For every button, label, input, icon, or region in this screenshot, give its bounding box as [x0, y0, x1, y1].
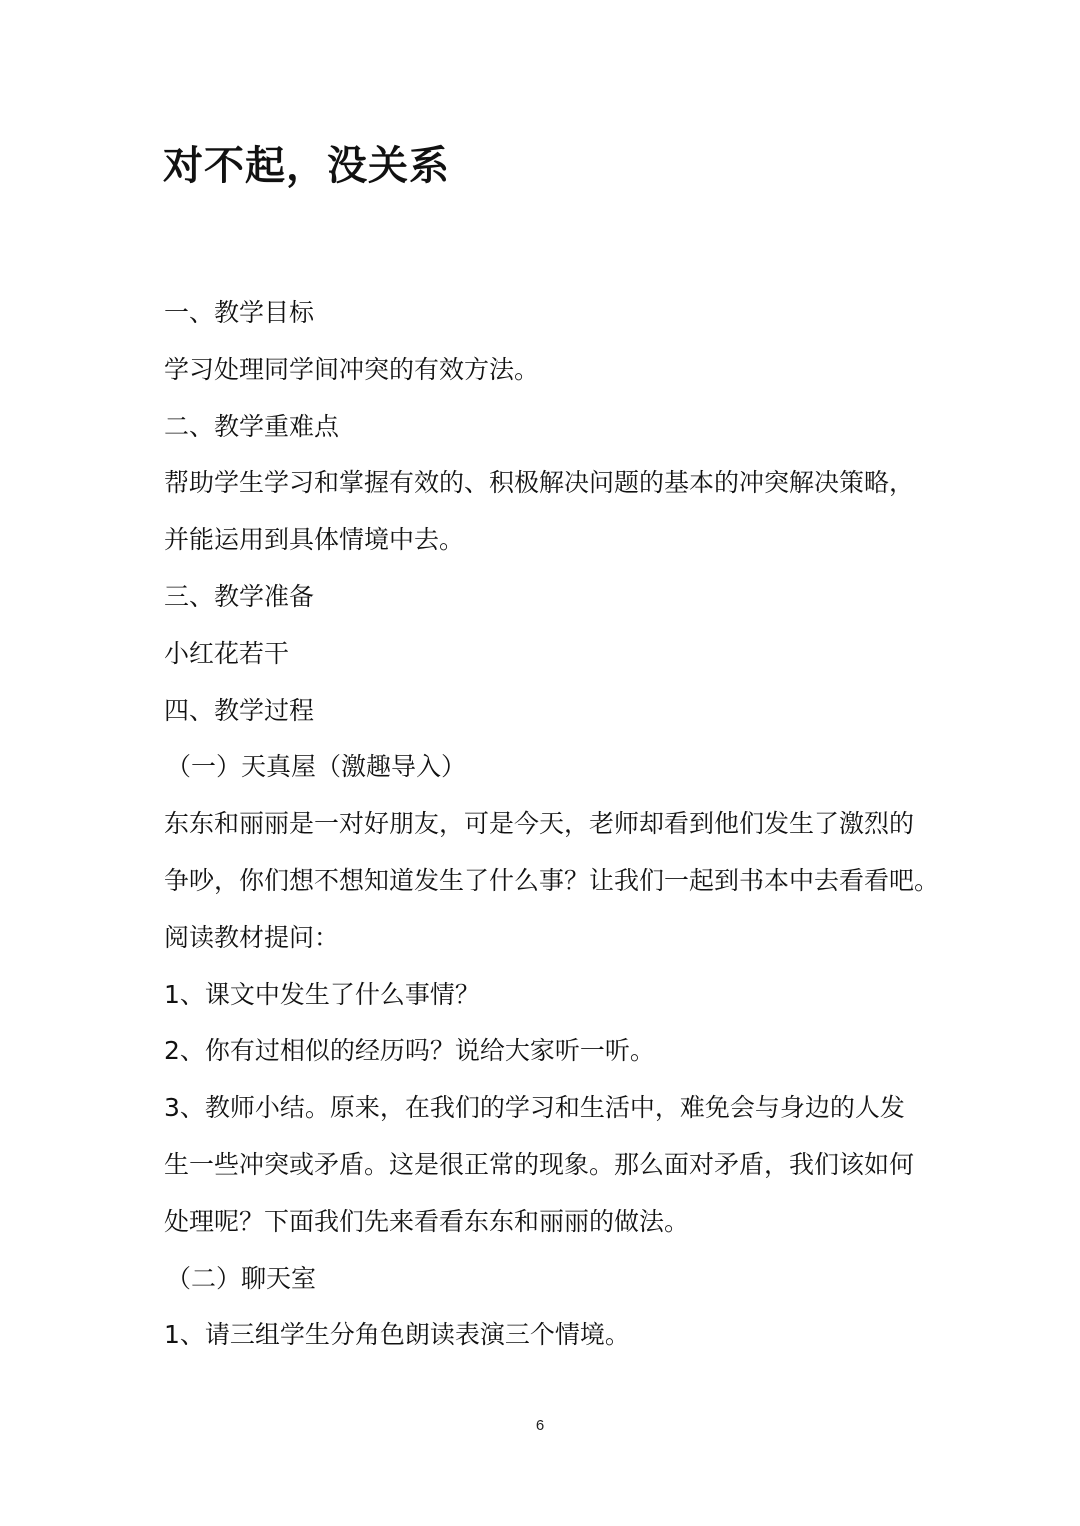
page-number: 6: [535, 1417, 545, 1434]
paragraph-line: 处理呢？下面我们先来看看东东和丽丽的做法。: [164, 1206, 690, 1236]
section-heading-key-points: 二、教学重难点: [164, 411, 340, 441]
paragraph-line: 争吵，你们想不想知道发生了什么事？让我们一起到书本中去看看吧。: [164, 865, 940, 895]
subsection-heading-innocent-house: （一）天真屋（激趣导入）: [166, 752, 467, 782]
list-item: 1、请三组学生分角色朗读表演三个情境。: [164, 1320, 630, 1350]
section-heading-preparation: 三、教学准备: [164, 581, 315, 611]
subsection-heading-chat-room: （二）聊天室: [166, 1263, 317, 1293]
section-heading-teaching-goals: 一、教学目标: [164, 298, 315, 327]
document-body: [164, 292, 940, 1371]
section-heading-teaching-process: 四、教学过程: [164, 695, 315, 725]
page-title: 对不起，没关系: [163, 143, 450, 189]
paragraph-line: 并能运用到具体情境中去。: [164, 525, 465, 555]
paragraph-line: 阅读教材提问：: [164, 922, 340, 952]
list-item: 1、课文中发生了什么事情？: [164, 979, 480, 1009]
paragraph-line: 小红花若干: [164, 638, 290, 668]
paragraph-line: 学习处理同学间冲突的有效方法。: [164, 354, 540, 384]
list-item: 3、教师小结。原来，在我们的学习和生活中，难免会与身边的人发: [164, 1093, 905, 1123]
paragraph-line: 东东和丽丽是一对好朋友，可是今天，老师却看到他们发生了激烈的: [164, 809, 915, 839]
list-item: 2、你有过相似的经历吗？说给大家听一听。: [164, 1036, 655, 1066]
paragraph-line: 帮助学生学习和掌握有效的、积极解决问题的基本的冲突解决策略，: [164, 468, 915, 498]
paragraph-line: 生一些冲突或矛盾。这是很正常的现象。那么面对矛盾，我们该如何: [164, 1149, 915, 1179]
